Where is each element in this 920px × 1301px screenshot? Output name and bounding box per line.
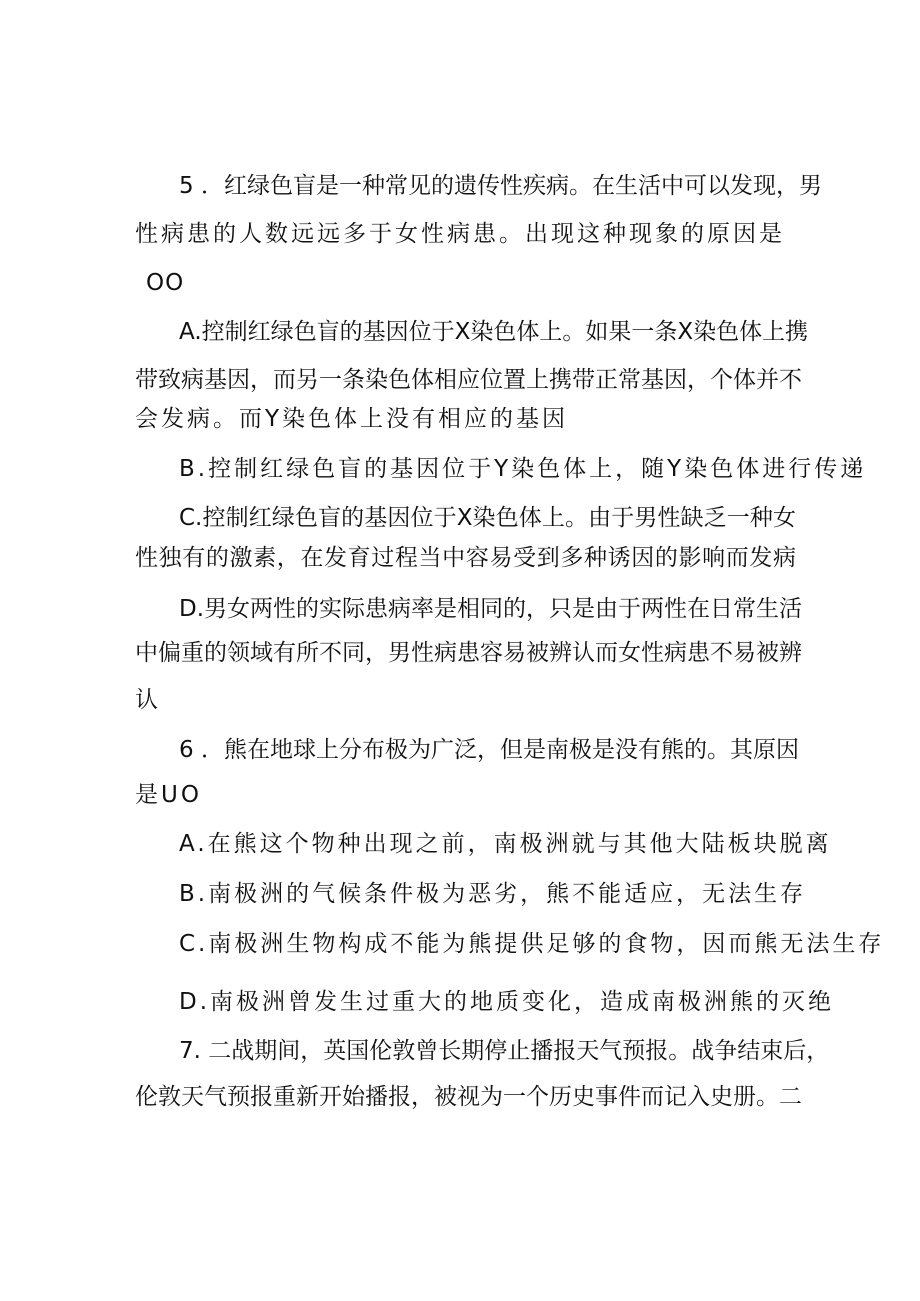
q5-option-a-line-3: 会发病。而Y染色体上没有相应的基因 xyxy=(135,406,569,432)
q6-option-a: A.在熊这个物种出现之前，南极洲就与其他大陆板块脱离 xyxy=(179,831,832,857)
q6-option-b: B.南极洲的气候条件极为恶劣，熊不能适应，无法生存 xyxy=(179,881,807,907)
q5-option-a-line-2: 带致病基因，而另一条染色体相应位置上携带正常基因，个体并不 xyxy=(135,367,802,393)
q5-stem-line-1: 5 ．红绿色盲是一种常见的遗传性疾病。在生活中可以发现，男 xyxy=(179,173,822,199)
q6-stem-line-1: 6 ．熊在地球上分布极为广泛，但是南极是没有熊的。其原因 xyxy=(179,737,799,763)
q5-answer-blank: OO xyxy=(146,270,185,296)
q5-stem-line-2: 性病患的人数远远多于女性病患。出现这种现象的原因是 xyxy=(135,221,785,247)
q5-option-c-line-1: C.控制红绿色盲的基因位于X染色体上。由于男性缺乏一种女 xyxy=(179,505,796,531)
q7-stem-line-1: 7. 二战期间，英国伦敦曾长期停止播报天气预报。战争结束后， xyxy=(179,1038,830,1064)
q6-option-d: D.南极洲曾发生过重大的地质变化，造成南极洲熊的灭绝 xyxy=(179,989,835,1015)
q5-option-a-line-1: A.控制红绿色盲的基因位于X染色体上。如果一条X染色体上携 xyxy=(179,319,809,345)
q5-option-d-line-2: 中偏重的领域有所不同，男性病患容易被辨认而女性病患不易被辨 xyxy=(135,640,802,666)
q5-option-d-line-1: D.男女两性的实际患病率是相同的，只是由于两性在日常生活 xyxy=(179,596,803,622)
q5-option-b: B.控制红绿色盲的基因位于Y染色体上，随Y染色体进行传递 xyxy=(179,456,867,482)
q6-stem-line-2: 是UO xyxy=(135,782,202,808)
q6-option-c: C.南极洲生物构成不能为熊提供足够的食物，因而熊无法生存 xyxy=(179,931,885,957)
q5-option-c-line-2: 性独有的激素，在发育过程当中容易受到多种诱因的影响而发病 xyxy=(135,545,796,571)
q7-stem-line-2: 伦敦天气预报重新开始播报，被视为一个历史事件而记入史册。二 xyxy=(135,1084,802,1110)
q5-option-d-line-3: 认 xyxy=(135,687,161,713)
